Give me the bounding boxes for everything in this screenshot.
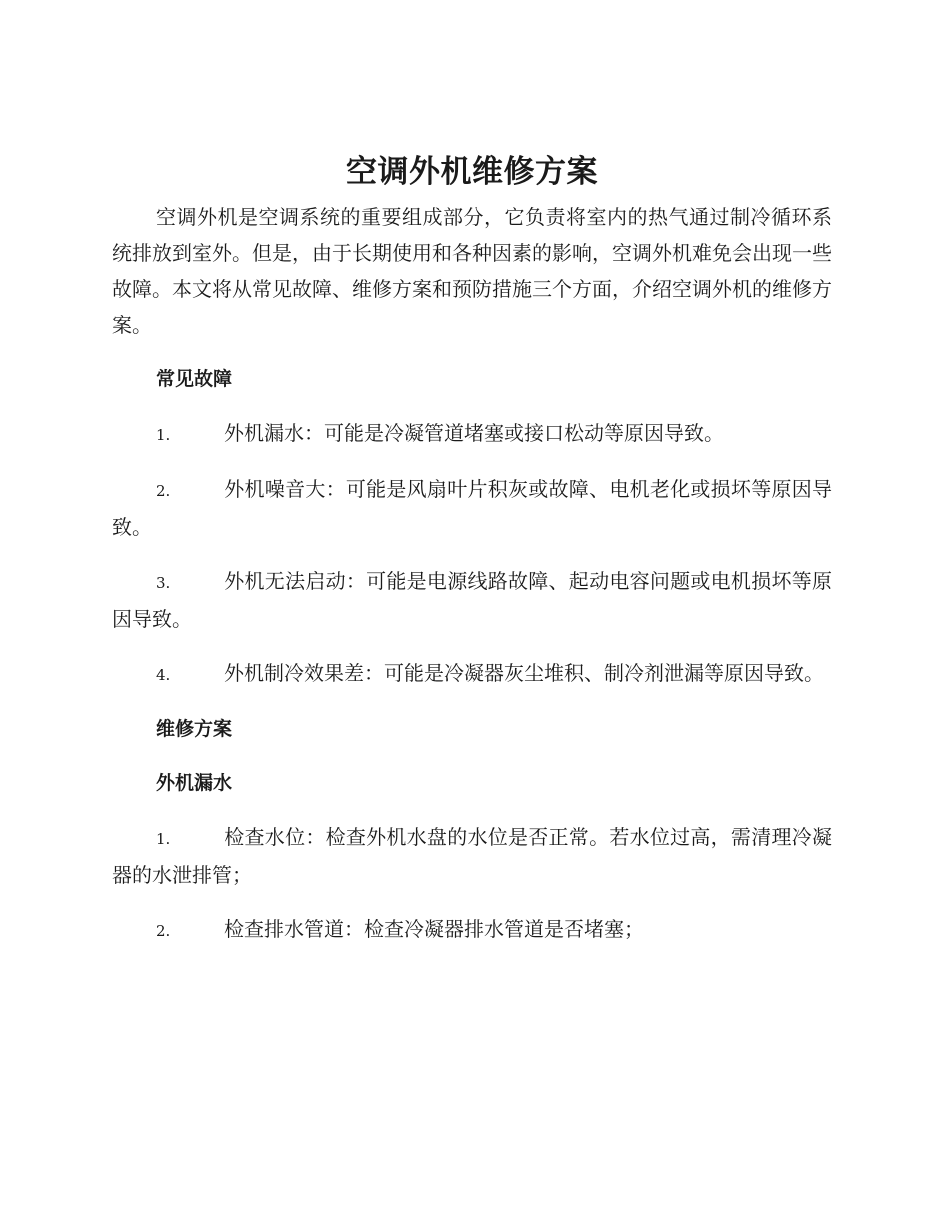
list-item-number: 2. xyxy=(156,482,171,500)
section-heading-repair-plan: 维修方案 xyxy=(156,718,233,740)
list-item-number: 1. xyxy=(156,830,171,848)
list-item-text: 外机无法启动：可能是电源线路故障、起动电容问题或电机损坏等原因导致。 xyxy=(112,569,832,631)
list-item-number: 2. xyxy=(156,922,171,940)
list-item-text: 检查水位：检查外机水盘的水位是否正常。若水位过高，需清理冷凝器的水泄排管； xyxy=(112,825,832,887)
list-item-number: 3. xyxy=(156,574,171,592)
list-item xyxy=(112,563,832,637)
list-item-text: 外机漏水：可能是冷凝管道堵塞或接口松动等原因导致。 xyxy=(224,421,724,445)
list-item-text: 外机噪音大：可能是风扇叶片积灰或故障、电机老化或损坏等原因导致。 xyxy=(112,477,832,539)
list-item xyxy=(112,911,832,949)
document-body xyxy=(112,145,832,949)
intro-paragraph: 空调外机是空调系统的重要组成部分，它负责将室内的热气通过制冷循环系统排放到室外。但是，由于长期使用和各种因素的影响，空调外机难免会出现一些故障。本文将从常见故障、维修方案和预防措施三个方面，介绍空调外机的维修方案。 xyxy=(112,205,832,337)
document-title: 空调外机维修方案 xyxy=(346,154,598,190)
list-item xyxy=(112,655,832,693)
list-item xyxy=(112,471,832,545)
list-item-text: 检查排水管道：检查冷凝器排水管道是否堵塞； xyxy=(224,917,644,941)
subsection-heading-leak: 外机漏水 xyxy=(156,772,233,794)
list-item-number: 4. xyxy=(156,666,171,684)
list-item-text: 外机制冷效果差：可能是冷凝器灰尘堆积、制冷剂泄漏等原因导致。 xyxy=(224,661,824,685)
list-item xyxy=(112,819,832,893)
list-item xyxy=(112,415,832,453)
list-item-number: 1. xyxy=(156,426,171,444)
section-heading-common-faults: 常见故障 xyxy=(156,368,233,390)
